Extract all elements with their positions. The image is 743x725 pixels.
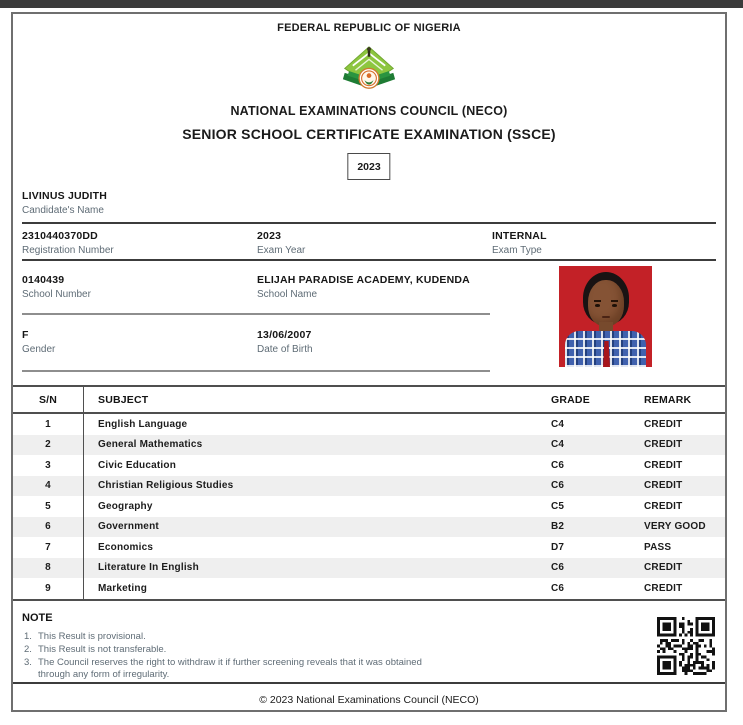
registration-number-label: Registration Number — [22, 245, 114, 256]
gender-value: F — [22, 329, 29, 341]
cell-subject: Christian Religious Studies — [98, 480, 234, 492]
neco-logo-icon — [342, 45, 396, 99]
results-table-body — [13, 414, 725, 599]
cell-remark: CREDIT — [644, 500, 683, 512]
cell-grade: C4 — [551, 418, 565, 430]
results-table-header — [13, 387, 725, 414]
table-row — [13, 455, 725, 476]
window-top-bar — [0, 0, 743, 8]
exam-year-field — [257, 230, 305, 256]
results-table — [13, 385, 725, 601]
cell-remark: VERY GOOD — [644, 521, 706, 533]
cell-sn: 2 — [13, 435, 84, 456]
exam-type-field — [492, 230, 547, 256]
cell-subject: English Language — [98, 418, 188, 430]
note-list — [24, 631, 436, 683]
note-item: 3. The Council reserves the right to withdraw it if further screening reveals that it was obtained through any form of irregularity. — [24, 657, 422, 681]
cell-sn: 1 — [13, 414, 84, 435]
header-grade: GRADE — [551, 393, 590, 406]
exam-type-label: Exam Type — [492, 245, 542, 256]
school-number-label: School Number — [22, 289, 91, 300]
candidate-name-label: Candidate's Name — [22, 205, 104, 216]
table-row — [13, 517, 725, 538]
cell-sn: 6 — [13, 517, 84, 538]
registration-number-field — [22, 230, 114, 256]
header-subject: SUBJECT — [98, 393, 149, 406]
table-row — [13, 558, 725, 579]
cell-sn: 4 — [13, 476, 84, 497]
separator — [22, 370, 490, 372]
school-number-field — [22, 274, 91, 300]
cell-sn: 8 — [13, 558, 84, 579]
cell-remark: CREDIT — [644, 480, 683, 492]
table-row — [13, 578, 725, 599]
table-row — [13, 496, 725, 517]
cell-grade: C6 — [551, 582, 565, 594]
cell-subject: Civic Education — [98, 459, 177, 471]
note-item: 1. This Result is provisional. — [24, 631, 146, 642]
certificate-sheet — [11, 12, 727, 712]
cell-grade: C6 — [551, 480, 565, 492]
cell-remark: PASS — [644, 541, 672, 553]
school-name-field — [257, 274, 470, 300]
exam-type-value: INTERNAL — [492, 230, 547, 242]
cell-subject: General Mathematics — [98, 439, 203, 451]
candidate-name-value: LIVINUS JUDITH — [22, 190, 108, 202]
separator — [13, 682, 725, 684]
cell-sn: 3 — [13, 455, 84, 476]
header-remark: REMARK — [644, 393, 692, 406]
table-row — [13, 476, 725, 497]
footer-copyright: © 2023 National Examinations Council (NECO) — [259, 694, 479, 706]
cell-grade: C5 — [551, 500, 565, 512]
date-of-birth-label: Date of Birth — [257, 344, 313, 355]
exam-year-label: Exam Year — [257, 245, 306, 256]
candidate-name-field — [22, 190, 107, 216]
cell-remark: CREDIT — [644, 562, 683, 574]
qr-code-icon — [657, 617, 715, 675]
date-of-birth-field — [257, 329, 313, 355]
cell-subject: Government — [98, 521, 159, 533]
photo-face — [588, 280, 624, 326]
cell-sn: 7 — [13, 537, 84, 558]
cell-subject: Geography — [98, 500, 153, 512]
header-sn: S/N — [13, 387, 84, 412]
exam-title: SENIOR SCHOOL CERTIFICATE EXAMINATION (SSCE) — [182, 126, 556, 142]
exam-year-value: 2023 — [257, 230, 282, 242]
cell-grade: B2 — [551, 521, 565, 533]
registration-number-value: 2310440370DD — [22, 230, 98, 242]
gender-label: Gender — [22, 344, 56, 355]
cell-subject: Literature In English — [98, 562, 199, 574]
cell-grade: C6 — [551, 562, 565, 574]
year-badge: 2023 — [347, 153, 390, 180]
table-row — [13, 537, 725, 558]
note-title: NOTE — [22, 612, 53, 624]
cell-remark: CREDIT — [644, 459, 683, 471]
separator — [22, 259, 716, 261]
gender-field — [22, 329, 55, 355]
separator — [22, 222, 716, 224]
note-item: 2. This Result is not transferable. — [24, 644, 167, 656]
cell-remark: CREDIT — [644, 418, 683, 430]
cell-subject: Economics — [98, 541, 154, 553]
cell-grade: C4 — [551, 439, 565, 451]
table-row — [13, 435, 725, 456]
cell-grade: D7 — [551, 541, 565, 553]
date-of-birth-value: 13/06/2007 — [257, 329, 312, 341]
school-number-value: 0140439 — [22, 274, 65, 286]
separator — [22, 313, 490, 315]
school-name-label: School Name — [257, 289, 318, 300]
cell-grade: C6 — [551, 459, 565, 471]
cell-remark: CREDIT — [644, 439, 683, 451]
candidate-photo — [559, 266, 652, 367]
school-name-value: ELIJAH PARADISE ACADEMY, KUDENDA — [257, 274, 470, 286]
cell-subject: Marketing — [98, 582, 148, 594]
cell-sn: 9 — [13, 578, 84, 599]
cell-sn: 5 — [13, 496, 84, 517]
cell-remark: CREDIT — [644, 582, 683, 594]
council-title: NATIONAL EXAMINATIONS COUNCIL (NECO) — [230, 104, 508, 118]
table-row — [13, 414, 725, 435]
country-title: FEDERAL REPUBLIC OF NIGERIA — [277, 22, 461, 34]
